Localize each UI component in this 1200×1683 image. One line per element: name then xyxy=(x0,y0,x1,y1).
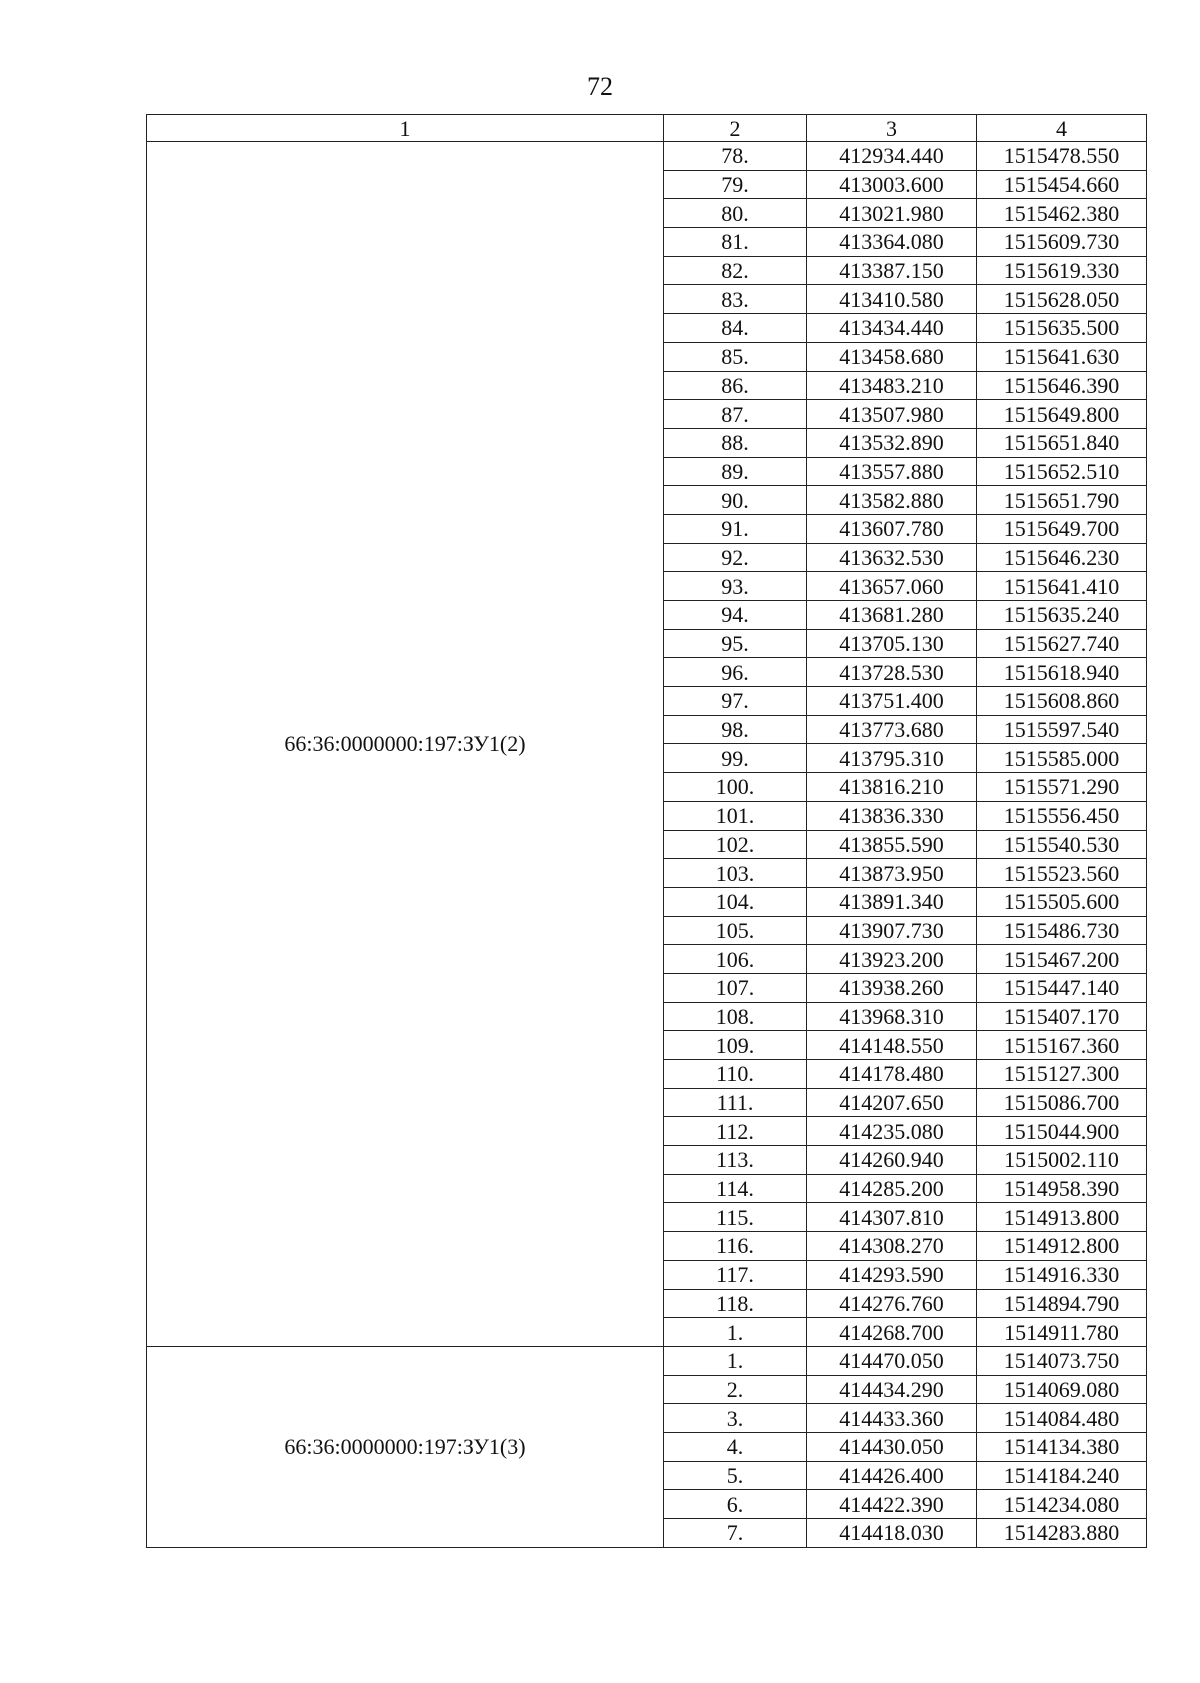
y-coordinate-cell: 1515619.330 xyxy=(977,256,1147,285)
y-coordinate-cell: 1515618.940 xyxy=(977,658,1147,687)
x-coordinate-cell: 413434.440 xyxy=(807,314,977,343)
point-number-cell: 101. xyxy=(664,801,807,830)
x-coordinate-cell: 412934.440 xyxy=(807,142,977,171)
x-coordinate-cell: 413773.680 xyxy=(807,715,977,744)
column-header-4: 4 xyxy=(977,115,1147,142)
y-coordinate-cell: 1515651.790 xyxy=(977,486,1147,515)
point-number-cell: 96. xyxy=(664,658,807,687)
y-coordinate-cell: 1514069.080 xyxy=(977,1375,1147,1404)
y-coordinate-cell: 1514073.750 xyxy=(977,1346,1147,1375)
point-number-cell: 108. xyxy=(664,1002,807,1031)
x-coordinate-cell: 413681.280 xyxy=(807,601,977,630)
point-number-cell: 106. xyxy=(664,945,807,974)
y-coordinate-cell: 1515505.600 xyxy=(977,887,1147,916)
y-coordinate-cell: 1514894.790 xyxy=(977,1289,1147,1318)
x-coordinate-cell: 414276.760 xyxy=(807,1289,977,1318)
y-coordinate-cell: 1515585.000 xyxy=(977,744,1147,773)
x-coordinate-cell: 413816.210 xyxy=(807,773,977,802)
y-coordinate-cell: 1514911.780 xyxy=(977,1318,1147,1347)
x-coordinate-cell: 413003.600 xyxy=(807,170,977,199)
x-coordinate-cell: 413507.980 xyxy=(807,400,977,429)
point-number-cell: 97. xyxy=(664,687,807,716)
y-coordinate-cell: 1514283.880 xyxy=(977,1519,1147,1548)
x-coordinate-cell: 414260.940 xyxy=(807,1146,977,1175)
x-coordinate-cell: 413532.890 xyxy=(807,428,977,457)
x-coordinate-cell: 413410.580 xyxy=(807,285,977,314)
coordinates-table xyxy=(146,114,1147,1548)
point-number-cell: 88. xyxy=(664,428,807,457)
point-number-cell: 84. xyxy=(664,314,807,343)
y-coordinate-cell: 1514958.390 xyxy=(977,1174,1147,1203)
table-header-row xyxy=(147,115,1147,142)
x-coordinate-cell: 414422.390 xyxy=(807,1490,977,1519)
x-coordinate-cell: 413968.310 xyxy=(807,1002,977,1031)
x-coordinate-cell: 413607.780 xyxy=(807,514,977,543)
table-row xyxy=(147,142,1147,171)
point-number-cell: 83. xyxy=(664,285,807,314)
point-number-cell: 93. xyxy=(664,572,807,601)
x-coordinate-cell: 413891.340 xyxy=(807,887,977,916)
y-coordinate-cell: 1514134.380 xyxy=(977,1432,1147,1461)
y-coordinate-cell: 1514084.480 xyxy=(977,1404,1147,1433)
point-number-cell: 78. xyxy=(664,142,807,171)
x-coordinate-cell: 414307.810 xyxy=(807,1203,977,1232)
x-coordinate-cell: 413705.130 xyxy=(807,629,977,658)
point-number-cell: 90. xyxy=(664,486,807,515)
point-number-cell: 94. xyxy=(664,601,807,630)
y-coordinate-cell: 1514916.330 xyxy=(977,1260,1147,1289)
x-coordinate-cell: 414470.050 xyxy=(807,1346,977,1375)
x-coordinate-cell: 413907.730 xyxy=(807,916,977,945)
point-number-cell: 92. xyxy=(664,543,807,572)
page-number: 72 xyxy=(587,72,613,101)
x-coordinate-cell: 414418.030 xyxy=(807,1519,977,1548)
point-number-cell: 91. xyxy=(664,514,807,543)
x-coordinate-cell: 413364.080 xyxy=(807,228,977,257)
point-number-cell: 5. xyxy=(664,1461,807,1490)
x-coordinate-cell: 413873.950 xyxy=(807,859,977,888)
y-coordinate-cell: 1515167.360 xyxy=(977,1031,1147,1060)
column-header-1: 1 xyxy=(147,115,664,142)
x-coordinate-cell: 414434.290 xyxy=(807,1375,977,1404)
x-coordinate-cell: 413728.530 xyxy=(807,658,977,687)
x-coordinate-cell: 413751.400 xyxy=(807,687,977,716)
y-coordinate-cell: 1514912.800 xyxy=(977,1232,1147,1261)
x-coordinate-cell: 414433.360 xyxy=(807,1404,977,1433)
y-coordinate-cell: 1515641.630 xyxy=(977,342,1147,371)
y-coordinate-cell: 1515651.840 xyxy=(977,428,1147,457)
y-coordinate-cell: 1515635.500 xyxy=(977,314,1147,343)
y-coordinate-cell: 1515447.140 xyxy=(977,973,1147,1002)
point-number-cell: 86. xyxy=(664,371,807,400)
y-coordinate-cell: 1515627.740 xyxy=(977,629,1147,658)
point-number-cell: 80. xyxy=(664,199,807,228)
point-number-cell: 6. xyxy=(664,1490,807,1519)
y-coordinate-cell: 1515467.200 xyxy=(977,945,1147,974)
y-coordinate-cell: 1515540.530 xyxy=(977,830,1147,859)
y-coordinate-cell: 1515641.410 xyxy=(977,572,1147,601)
y-coordinate-cell: 1515523.560 xyxy=(977,859,1147,888)
point-number-cell: 89. xyxy=(664,457,807,486)
point-number-cell: 115. xyxy=(664,1203,807,1232)
point-number-cell: 87. xyxy=(664,400,807,429)
point-number-cell: 116. xyxy=(664,1232,807,1261)
y-coordinate-cell: 1515608.860 xyxy=(977,687,1147,716)
point-number-cell: 4. xyxy=(664,1432,807,1461)
x-coordinate-cell: 413657.060 xyxy=(807,572,977,601)
y-coordinate-cell: 1515556.450 xyxy=(977,801,1147,830)
column-header-3: 3 xyxy=(807,115,977,142)
point-number-cell: 7. xyxy=(664,1519,807,1548)
y-coordinate-cell: 1515407.170 xyxy=(977,1002,1147,1031)
point-number-cell: 79. xyxy=(664,170,807,199)
point-number-cell: 117. xyxy=(664,1260,807,1289)
x-coordinate-cell: 414285.200 xyxy=(807,1174,977,1203)
y-coordinate-cell: 1515646.230 xyxy=(977,543,1147,572)
x-coordinate-cell: 414207.650 xyxy=(807,1088,977,1117)
x-coordinate-cell: 413458.680 xyxy=(807,342,977,371)
x-coordinate-cell: 413387.150 xyxy=(807,256,977,285)
point-number-cell: 1. xyxy=(664,1346,807,1375)
x-coordinate-cell: 413582.880 xyxy=(807,486,977,515)
y-coordinate-cell: 1515597.540 xyxy=(977,715,1147,744)
y-coordinate-cell: 1515609.730 xyxy=(977,228,1147,257)
x-coordinate-cell: 413855.590 xyxy=(807,830,977,859)
point-number-cell: 109. xyxy=(664,1031,807,1060)
table-row xyxy=(147,1346,1147,1375)
y-coordinate-cell: 1515635.240 xyxy=(977,601,1147,630)
x-coordinate-cell: 414308.270 xyxy=(807,1232,977,1261)
x-coordinate-cell: 413021.980 xyxy=(807,199,977,228)
point-number-cell: 113. xyxy=(664,1146,807,1175)
x-coordinate-cell: 413923.200 xyxy=(807,945,977,974)
x-coordinate-cell: 413938.260 xyxy=(807,973,977,1002)
point-number-cell: 118. xyxy=(664,1289,807,1318)
x-coordinate-cell: 413483.210 xyxy=(807,371,977,400)
y-coordinate-cell: 1515127.300 xyxy=(977,1060,1147,1089)
point-number-cell: 114. xyxy=(664,1174,807,1203)
y-coordinate-cell: 1514234.080 xyxy=(977,1490,1147,1519)
point-number-cell: 102. xyxy=(664,830,807,859)
point-number-cell: 95. xyxy=(664,629,807,658)
point-number-cell: 2. xyxy=(664,1375,807,1404)
x-coordinate-cell: 414430.050 xyxy=(807,1432,977,1461)
y-coordinate-cell: 1515646.390 xyxy=(977,371,1147,400)
point-number-cell: 105. xyxy=(664,916,807,945)
point-number-cell: 107. xyxy=(664,973,807,1002)
y-coordinate-cell: 1514913.800 xyxy=(977,1203,1147,1232)
y-coordinate-cell: 1515649.800 xyxy=(977,400,1147,429)
x-coordinate-cell: 414268.700 xyxy=(807,1318,977,1347)
y-coordinate-cell: 1515044.900 xyxy=(977,1117,1147,1146)
y-coordinate-cell: 1515462.380 xyxy=(977,199,1147,228)
x-coordinate-cell: 414426.400 xyxy=(807,1461,977,1490)
point-number-cell: 110. xyxy=(664,1060,807,1089)
y-coordinate-cell: 1515652.510 xyxy=(977,457,1147,486)
point-number-cell: 98. xyxy=(664,715,807,744)
x-coordinate-cell: 413557.880 xyxy=(807,457,977,486)
x-coordinate-cell: 414178.480 xyxy=(807,1060,977,1089)
y-coordinate-cell: 1515649.700 xyxy=(977,514,1147,543)
x-coordinate-cell: 414293.590 xyxy=(807,1260,977,1289)
y-coordinate-cell: 1515086.700 xyxy=(977,1088,1147,1117)
y-coordinate-cell: 1515454.660 xyxy=(977,170,1147,199)
x-coordinate-cell: 414235.080 xyxy=(807,1117,977,1146)
y-coordinate-cell: 1515571.290 xyxy=(977,773,1147,802)
x-coordinate-cell: 414148.550 xyxy=(807,1031,977,1060)
point-number-cell: 103. xyxy=(664,859,807,888)
point-number-cell: 1. xyxy=(664,1318,807,1347)
x-coordinate-cell: 413632.530 xyxy=(807,543,977,572)
x-coordinate-cell: 413795.310 xyxy=(807,744,977,773)
x-coordinate-cell: 413836.330 xyxy=(807,801,977,830)
y-coordinate-cell: 1515478.550 xyxy=(977,142,1147,171)
parcel-number-cell: 66:36:0000000:197:ЗУ1(3) xyxy=(147,1346,664,1547)
y-coordinate-cell: 1514184.240 xyxy=(977,1461,1147,1490)
point-number-cell: 82. xyxy=(664,256,807,285)
point-number-cell: 99. xyxy=(664,744,807,773)
coordinates-table-body xyxy=(147,115,1147,1548)
point-number-cell: 112. xyxy=(664,1117,807,1146)
point-number-cell: 85. xyxy=(664,342,807,371)
point-number-cell: 111. xyxy=(664,1088,807,1117)
point-number-cell: 100. xyxy=(664,773,807,802)
column-header-2: 2 xyxy=(664,115,807,142)
y-coordinate-cell: 1515628.050 xyxy=(977,285,1147,314)
y-coordinate-cell: 1515002.110 xyxy=(977,1146,1147,1175)
parcel-number-cell: 66:36:0000000:197:ЗУ1(2) xyxy=(147,142,664,1347)
point-number-cell: 104. xyxy=(664,887,807,916)
point-number-cell: 3. xyxy=(664,1404,807,1433)
y-coordinate-cell: 1515486.730 xyxy=(977,916,1147,945)
point-number-cell: 81. xyxy=(664,228,807,257)
